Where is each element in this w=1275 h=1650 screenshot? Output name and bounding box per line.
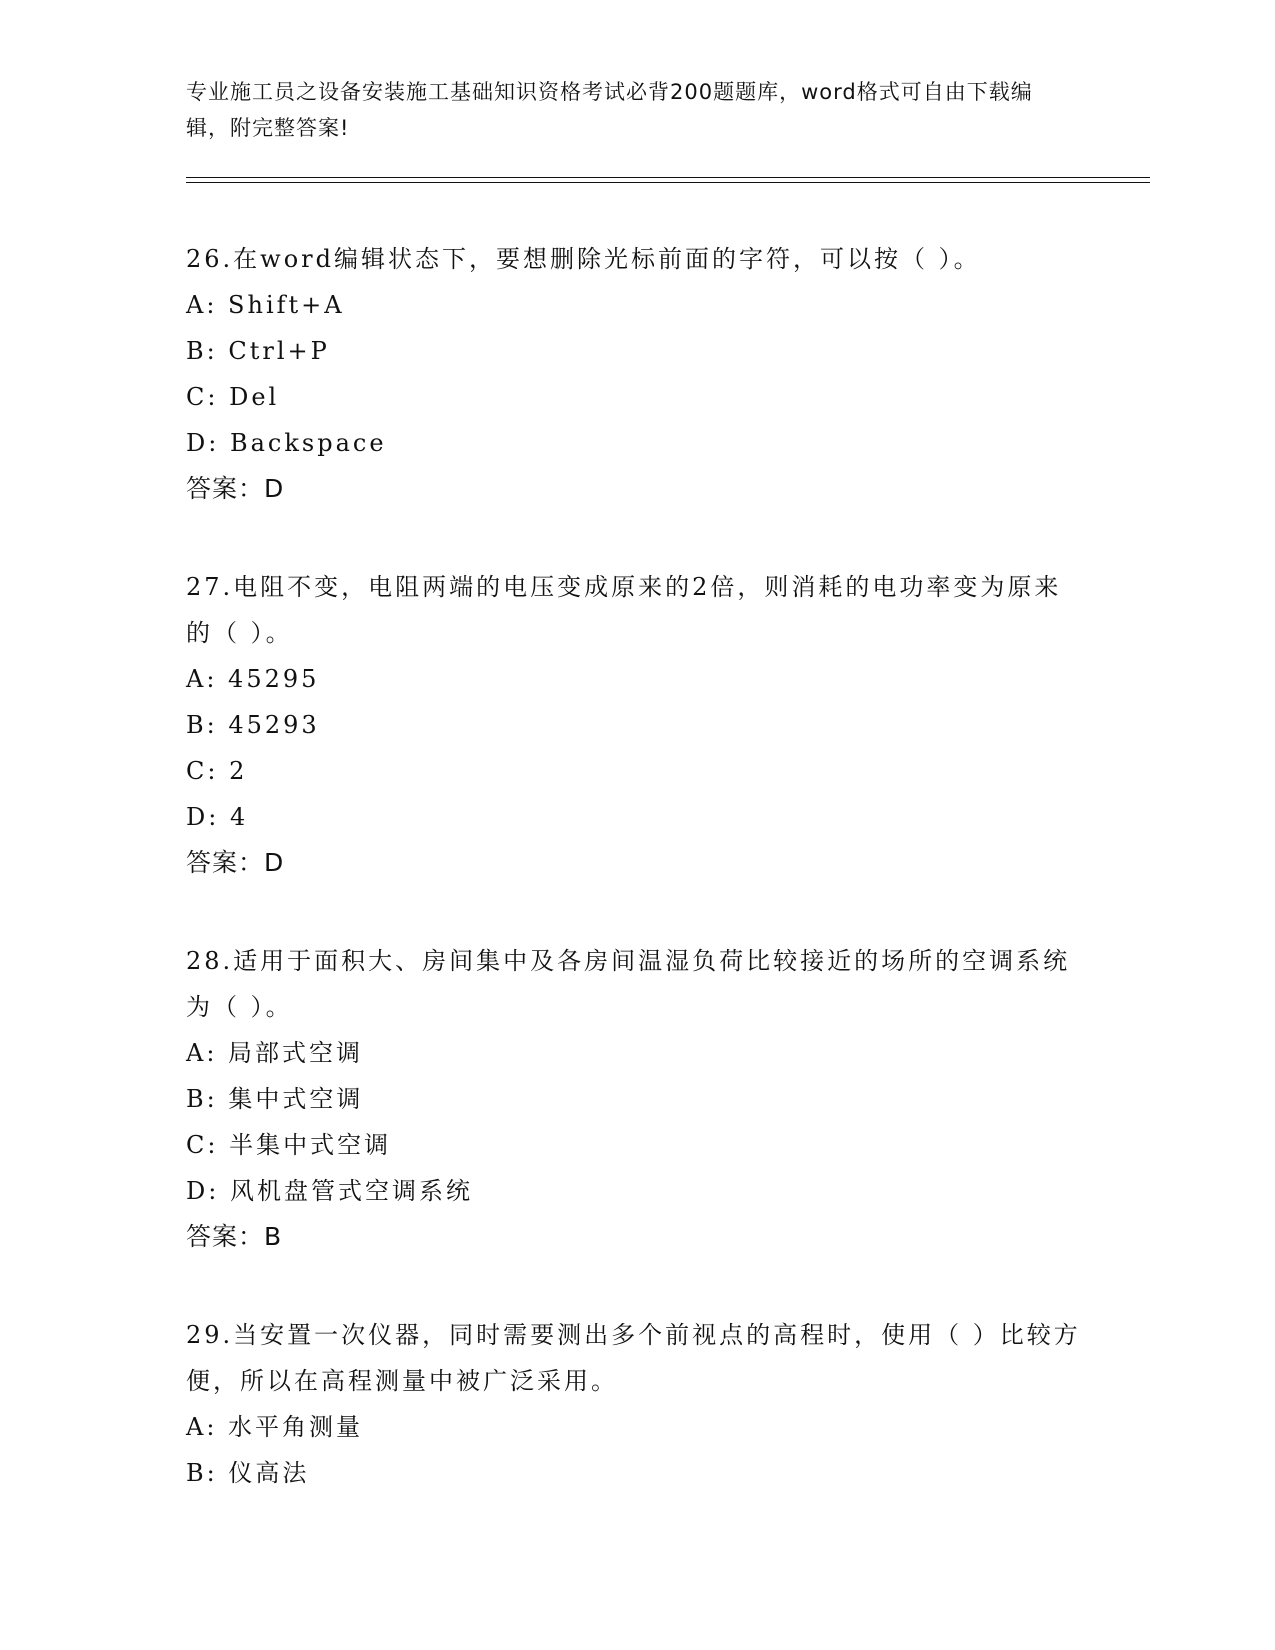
question-stem: 29.当安置一次仪器，同时需要测出多个前视点的高程时，使用（ ）比较方便，所以在高程测量中被广泛采用。 [186, 1321, 1081, 1395]
option-d: D: 风机盘管式空调系统 [186, 1177, 473, 1205]
question-28 [186, 938, 1086, 1260]
question-stem: 27.电阻不变，电阻两端的电压变成原来的2倍，则消耗的电功率变为原来的（ ）。 [186, 573, 1062, 647]
answer: 答案：B [186, 1222, 283, 1251]
answer: 答案：D [186, 848, 285, 877]
option-c: C: 2 [186, 757, 248, 785]
option-b: B: 仪高法 [186, 1459, 310, 1487]
header-divider-bottom [186, 182, 1150, 183]
question-list [186, 236, 1086, 1548]
option-c: C: 半集中式空调 [186, 1131, 392, 1159]
option-d: D: 4 [186, 803, 249, 831]
option-c: C: Del [186, 383, 280, 411]
option-b: B: 集中式空调 [186, 1085, 364, 1113]
option-b: B: 45293 [186, 711, 320, 739]
question-29 [186, 1312, 1086, 1496]
option-a: A: 45295 [186, 665, 320, 693]
option-a: A: 局部式空调 [186, 1039, 364, 1067]
question-stem: 28.适用于面积大、房间集中及各房间温湿负荷比较接近的场所的空调系统为（ ）。 [186, 947, 1071, 1021]
option-a: A: Shift+A [186, 291, 345, 319]
question-27 [186, 564, 1086, 886]
option-d: D: Backspace [186, 429, 387, 457]
header-divider-top [186, 177, 1150, 178]
answer: 答案：D [186, 474, 285, 503]
question-stem: 26.在word编辑状态下，要想删除光标前面的字符，可以按（ ）。 [186, 245, 981, 273]
document-title: 专业施工员之设备安装施工基础知识资格考试必背200题题库，word格式可自由下载编辑，附完整答案! [186, 80, 1033, 140]
question-26 [186, 236, 1086, 512]
option-b: B: Ctrl+P [186, 337, 330, 365]
option-a: A: 水平角测量 [186, 1413, 364, 1441]
